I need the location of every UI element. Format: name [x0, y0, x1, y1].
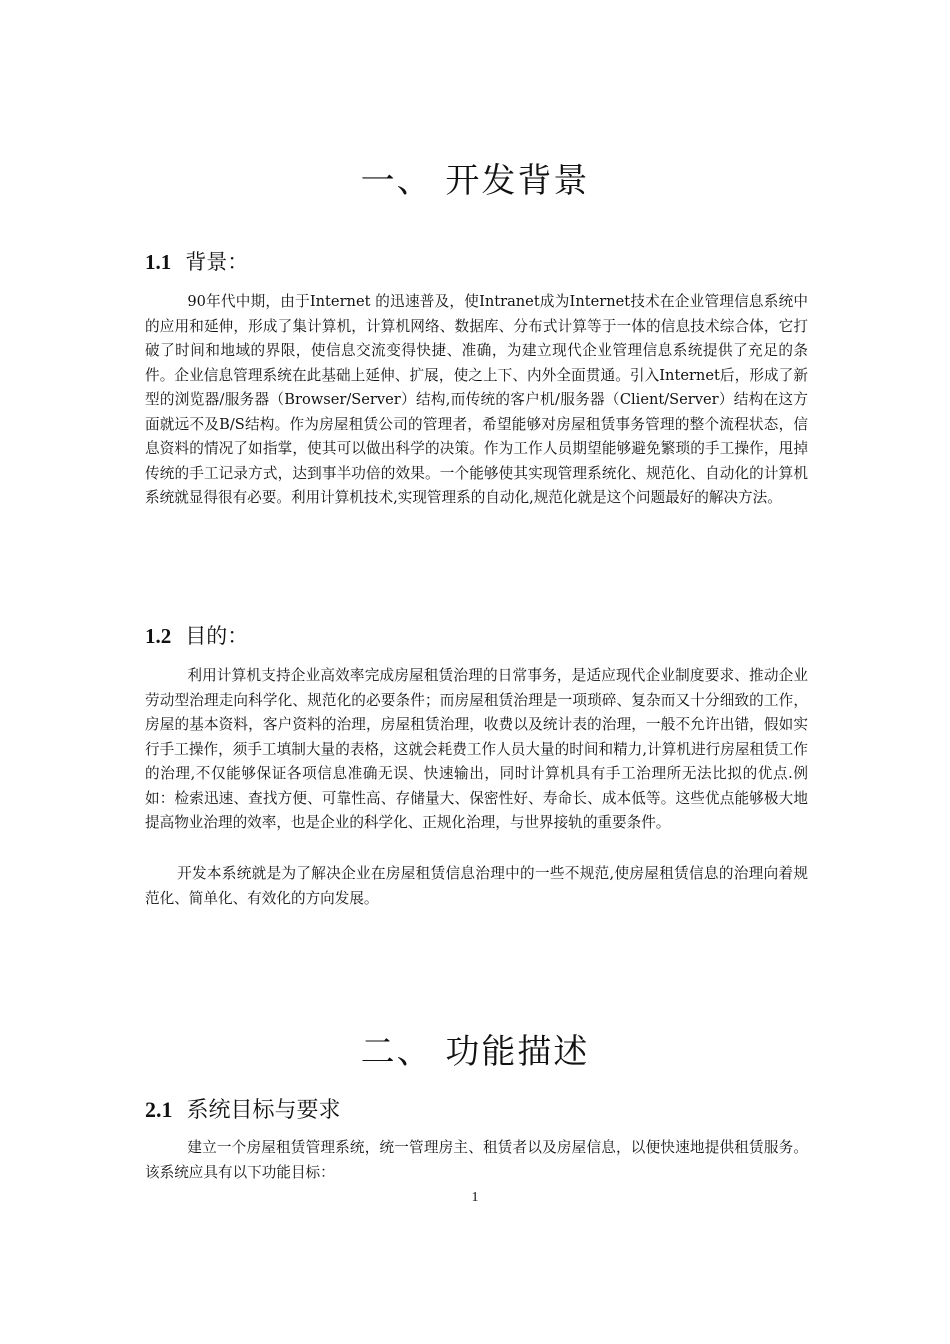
page-number: 1	[471, 1190, 479, 1205]
section-number: 1.2	[145, 624, 172, 648]
section-title: 背景：	[185, 250, 249, 274]
section-title: 目的：	[185, 624, 249, 648]
section-heading-1-1	[145, 246, 248, 276]
section-heading-2-1	[145, 1093, 341, 1124]
chapter-heading-2: 二、 功能描述	[360, 1032, 590, 1072]
paragraph-purpose: 利用计算机支持企业高效率完成房屋租赁治理的日常事务，是适应现代企业制度要求、推动企业劳动型治理走向科学化、规范化的必要条件；而房屋租赁治理是一项琐碎、复杂而又十分细致的工作，房屋的基本资料，客户资料的治理，房屋租赁治理，收费以及统计表的治理，一般不允许出错，假如实行手工操作，须手工填制大量的表格，这就会耗费工作人员大量的时间和精力,计算机进行房屋租赁工作的治理,不仅能够保证各项信息准确无误、快速输出，同时计算机具有手工治理所无法比拟的优点.例如：检索迅速、查找方便、可靠性高、存储量大、保密性好、寿命长、成本低等。这些优点能够极大地提高物业治理的效率，也是企业的科学化、正规化治理，与世界接轨的重要条件。	[145, 667, 808, 831]
chapter-heading-1: 一、 开发背景	[360, 161, 590, 201]
section-number: 2.1	[145, 1097, 173, 1122]
section-title: 系统目标与要求	[186, 1098, 341, 1123]
paragraph-purpose-2: 开发本系统就是为了解决企业在房屋租赁信息治理中的一些不规范,使房屋租赁信息的治理向着规范化、简单化、有效化的方向发展。	[145, 865, 808, 907]
section-number: 1.1	[145, 250, 172, 274]
section-heading-1-2	[145, 620, 248, 650]
paragraph-background: 90年代中期，由于Internet 的迅速普及，使Intranet成为Internet技术在企业管理信息系统中的应用和延伸，形成了集计算机，计算机网络、数据库、分布式计算等于一体的信息技术综合体，它打破了时间和地域的界限，使信息交流变得快捷、准确，为建立现代企业管理信息系统提供了充足的条件。企业信息管理系统在此基础上延伸、扩展，使之上下、内外全面贯通。引入Internet后，形成了新型的浏览器/服务器（Browser/Server）结构,而传统的客户机/服务器（Client/Server）结构在这方面就远不及B/S结构。作为房屋租赁公司的管理者，希望能够对房屋租赁事务管理的整个流程状态，信息资料的情况了如指掌，使其可以做出科学的决策。作为工作人员期望能够避免繁琐的手工操作，甩掉传统的手工记录方式，达到事半功倍的效果。一个能够使其实现管理系统化、规范化、自动化的计算机系统就显得很有必要。利用计算机技术,实现管理系的自动化,规范化就是这个问题最好的解决方法。	[145, 293, 808, 506]
paragraph-system-goals: 建立一个房屋租赁管理系统，统一管理房主、租赁者以及房屋信息，以便快速地提供租赁服务。该系统应具有以下功能目标：	[145, 1139, 808, 1181]
